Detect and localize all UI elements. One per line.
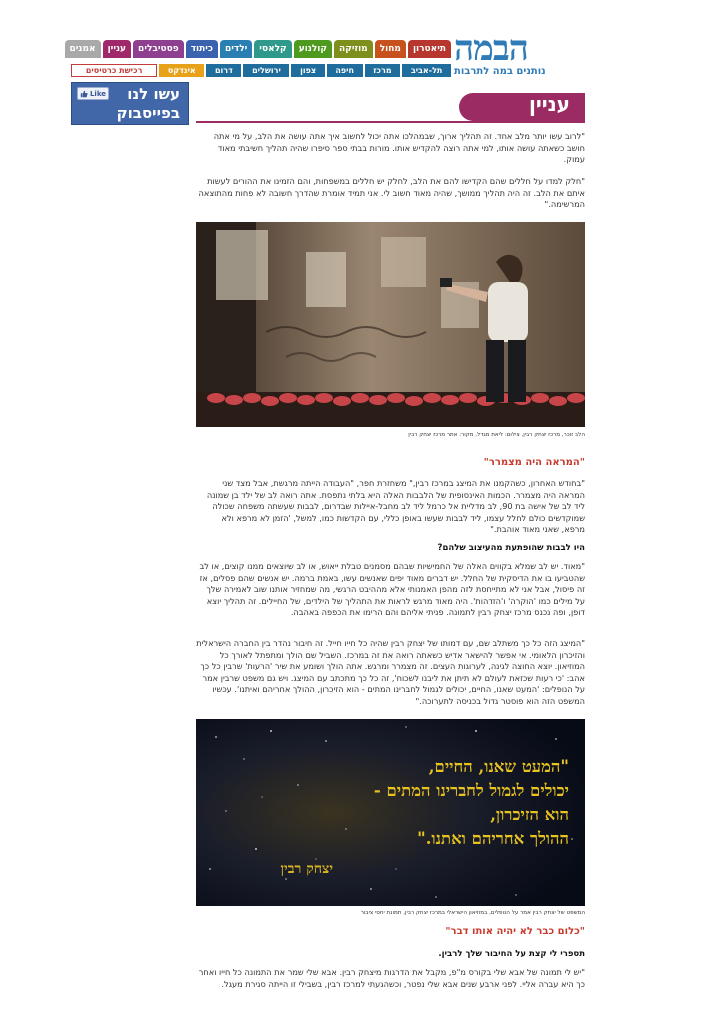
logo-tagline: נותנים במה לתרבות: [454, 66, 546, 77]
site-logo[interactable]: [454, 28, 574, 77]
region-tel-aviv[interactable]: תל-אביב: [402, 64, 451, 77]
facebook-cta-line1: עשו לנו: [127, 85, 180, 103]
buy-tickets-button[interactable]: רכישת כרטיסים: [71, 64, 157, 77]
facebook-like-button[interactable]: [77, 87, 109, 100]
region-haifa[interactable]: חיפה: [327, 64, 363, 77]
poster-quote-line-2: יכולים לגמול לחברינו המתים -: [373, 781, 569, 800]
article-paragraph-5: "המיצג הזה כל כך משתלב שם, עם דמותו של יצחק רבין שהיה כל חייו חייל. זה חיבור נהדר בין החברה הישראלית והזיכרון הלאומי. אי אפשר להישאר אדיש כשאתה רואה את זה במרכז. השביל שם הולך ומתפתל לאורך כל המוזיאון. יוצא החוצה לגינה, לערוגות העצים. זה מצמרר ומרגש. אתה הולך ושומע את שיר 'הרעות' שרבין כל כך אהב: 'כי רעות שכזאת לעולם לא תיתן את ליבנו לשכוח', זה כל כך מתכתב עם המיצג. ויש גם משפט שרבין אמר על הנופלים: 'המעט שאנו, החיים, יכולים לגמול לחברינו המתים - הוא הזיכרון, ההולך אחריהם ואיתנו'. עכשיו המשפט הזה הוא פוסטר גדול בכניסה לתערוכה.": [196, 638, 585, 706]
tab-classical[interactable]: קלאסי: [254, 40, 291, 58]
hearts-installation-photo: [196, 222, 585, 427]
tab-theater[interactable]: תיאטרון: [408, 40, 451, 58]
tab-dance[interactable]: מחול: [375, 40, 406, 58]
category-tabs: [71, 40, 451, 60]
article-paragraph-1: "לרוב עשו יותר מלב אחד. זה תהליך ארוך, שבמהלכו אתה יכול לחשוב איך אתה עושה את הלב, על מי אתה חושב כשאתה עושה אותו, למי אתה רוצה להקדיש אותו. מורות בבתי ספר סיפרו שהיה תהליך חשיבתי מאוד עמוק.: [213, 131, 585, 164]
article-paragraph-3: "בחודש האחרון, כשהקמנו את המיצג במרכז רבין," משחזרת חפר, "העבודה הייתה מרגשת, אבל מצד שני המראה היה מצמרר. הכמות האינסופית של הלבבות האלה היא בלתי נתפסת. אתה רואה לב של ילד בן שמונה ליד לב של אישה בת 90, לב מדליית אל כרמל ליד לב מחבל-איילות שבדרום, לבבות שעשתה משפחה שכולה שמוקדשים כולם לחלל עצמו, ליד לבבות שעשו באופן כללי, עם הקדשות כמו, למשל, 'הזמן לא מרפא ולא מרפא, שאני מאוד אוהבת.": [206, 478, 585, 534]
poster-quote-line-3: הוא הזיכרון,: [490, 805, 569, 824]
section-divider: [196, 121, 585, 123]
photo-caption-1: הלב זוכר, מרכז יצחק רבין, צילום: ליאת מגדל, מקור: אתר מרכז יצחק רבין: [408, 432, 585, 438]
logo-wordmark: הבמה: [454, 28, 528, 69]
article-paragraph-4: "מאוד. יש לב שמלא בקווים האלה של החמישיות שבהם מסמנים טבלת ייאוש, או לב שיוצאים ממנו קוצים, או לב שהטביעו בו את הדיסקית של החלל. יש דברים מאוד יפים שאנשים עשו, באמת ברמה. יש אנשים שהם פסלים, אז זה פיסול, אבל אני לא מתייחסת לזה מהפן האמנותי אלא מההיבט הרגשי, מה שמחזיר אותנו שוב לאמירה שלך על מילים כמו 'הוקרה' ו'הזדהות'. היה מאוד מרגש לראות את התהליך של הילדים, של החיילים. זה תהליך יוצא דופן, ופה נכנס מרכז יצחק רבין לתמונה. פניתי אליהם והם הרימו את הכפפה באהבה.: [199, 561, 585, 617]
article-paragraph-2: "חלק למדו על חללים שהם הקדישו להם את הלב, לחלק יש חללים במשפחות, והם הזמינו את ההורים לעשות איתם את הלב. זה היה תהליך ממושך, שהיה מאוד חשוב לי. אני תמיד אומרת שהדרך חשובה לא פחות מהתוצאה המרשימה.": [198, 176, 585, 209]
region-center[interactable]: מרכז: [365, 64, 401, 77]
tab-kitud[interactable]: כיתוד: [186, 40, 218, 58]
tab-music[interactable]: מוזיקה: [334, 40, 373, 58]
installation-photo-illustration: [196, 222, 585, 427]
section-title: עניין: [528, 92, 570, 116]
poster-quote-author: יצחק רבין: [280, 861, 333, 877]
tab-festivals[interactable]: פסטיבלים: [133, 40, 184, 58]
thumbs-up-icon: [80, 90, 88, 98]
region-jerusalem[interactable]: ירושלים: [243, 64, 289, 77]
interview-question-1: היו לבבות שהופתעת מהעיצוב שלהם?: [437, 543, 585, 553]
tab-kids[interactable]: ילדים: [220, 40, 252, 58]
pull-quote-2: "כלום כבר לא יהיה אותו דבר": [445, 926, 585, 937]
region-south[interactable]: דרום: [206, 64, 241, 77]
facebook-banner[interactable]: [71, 82, 189, 125]
tab-artists[interactable]: אמנים: [65, 40, 101, 58]
interview-question-2: תספרי לי קצת על החיבור שלך לרבין.: [438, 949, 585, 959]
region-nav: [71, 64, 451, 77]
pull-quote-1: "המראה היה מצמרר": [483, 457, 585, 468]
poster-quote-line-1: "המעט שאנו, החיים,: [428, 757, 569, 776]
tab-inyan[interactable]: עניין: [103, 40, 131, 58]
rabin-quote-poster: [196, 719, 585, 906]
index-link[interactable]: אינדקס: [159, 64, 204, 77]
article-paragraph-6: "יש לי תמונה של אבא שלי בקורס מ"פ, מקבל את הדרגות מיצחק רבין. אבא שלי שמר את התמונה כל חייו ואחר כך היא עברה אליי. לפני ארבע שנים אבא שלי נפטר, וכשהגעתי למרכז רבין, בשבילי זו הייתה סגירת מעגל.: [198, 967, 585, 989]
poster-quote: [319, 755, 569, 851]
region-north[interactable]: צפון: [291, 64, 324, 77]
photo-caption-2: המשפט של יצחק רבין אמר על הנופלים, במוזיאון הישראלי במרכז יצחק רבין, תמונת יחסי ציבור: [360, 910, 585, 916]
poster-quote-line-4: ההולך אחריהם ואתנו.": [417, 829, 569, 848]
tab-cinema[interactable]: קולנוע: [294, 40, 332, 58]
facebook-cta-line2: בפייסבוק: [116, 104, 180, 122]
facebook-like-label: Like: [89, 89, 107, 98]
